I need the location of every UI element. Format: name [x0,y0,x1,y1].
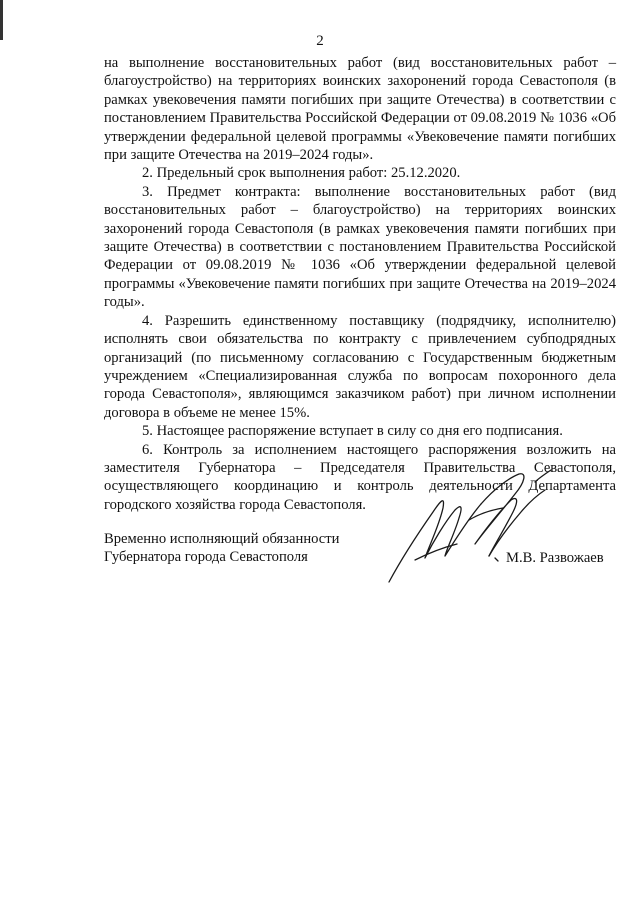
paragraph-control: 6. Контроль за исполнением настоящего распоряжения возложить на заместителя Губернатора – Председателя Правительства Севастополя, осуществляющего координацию и контроль деятельности Департамента городского хозяйства города Севастополя. [104,441,616,513]
handwritten-signature [385,460,560,595]
signatory-name: М.В. Развожаев [506,550,604,566]
signatory-title [104,530,339,567]
paragraph-contract-subject: 3. Предмет контракта: выполнение восстановительных работ (вид восстановительных работ – благоустройство) на территориях воинских захоронений города Севастополя (в рамках увековечения памяти погибших при защите Отечества) в соответствии с постановлением Правительства Российской Федерации от 09.08.2019 № 1036 «Об утверждении федеральной целевой программы «Увековечение памяти погибших при защите Отечества на 2019–2024 годы». [104,183,616,311]
document-body [104,54,616,514]
paragraph-continuation: на выполнение восстановительных работ (вид восстановительных работ – благоустройство) на территориях воинских захоронений города Севастополя (в рамках увековечения памяти погибших при защите Отечества) в соответствии с постановлением Правительства Российской Федерации от 09.08.2019 № 1036 «Об утверждении федеральной целевой программы «Увековечение памяти погибших при защите Отечества на 2019–2024 годы». [104,55,616,164]
signatory-title-line-2: Губернатора города Севастополя [104,549,308,566]
signatory-title-line-1: Временно исполняющий обязанности [104,531,340,547]
paragraph-deadline: 2. Предельный срок выполнения работ: 25.12.2020. [142,165,461,182]
paragraph-subcontractors: 4. Разрешить единственному поставщику (подрядчику, исполнителю) исполнять свои обязательства по контракту с привлечением субподрядных организаций (по письменному согласованию с Государственным бюджетным учреждением «Специализированная служба по вопросам похоронного дела города Севастополя», являющимся заказчиком работ) при личном исполнении договора в объеме не менее 15%. [104,312,616,421]
page-number: 2 [316,33,324,49]
paragraph-effective-date: 5. Настоящее распоряжение вступает в силу со дня его подписания. [142,423,563,440]
